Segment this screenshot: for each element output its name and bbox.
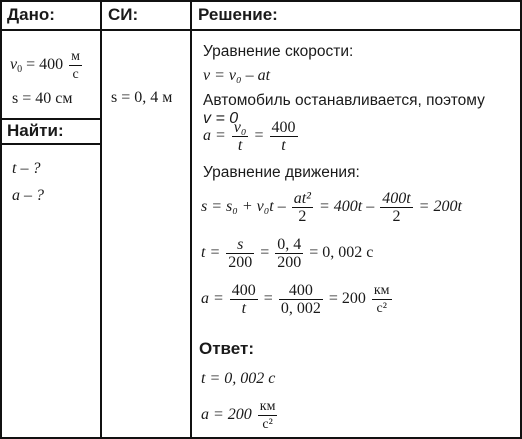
answer-a: a = 200 $\frac{км}{\text{с²}}$ <box>201 399 276 432</box>
si-s: s = 0, 4 м <box>111 89 173 106</box>
table-left-border <box>0 0 2 439</box>
given-v0: $v_0 = 400$ $\frac{м}{с}$ <box>10 49 80 82</box>
acceleration-formula: a = $\frac{\text{v₀}}{t}$ = $\frac{400}{t}$ <box>203 119 296 154</box>
solution-header: Решение: <box>198 5 278 24</box>
find-header-underline <box>0 143 101 145</box>
speed-equation-title: Уравнение скорости: <box>203 43 354 60</box>
find-header: Найти: <box>7 121 64 140</box>
divider-si-solution <box>190 0 192 439</box>
find-a: a – ? <box>12 187 44 204</box>
find-t: t – ? <box>12 160 41 177</box>
time-formula: t = $\frac{s}{200}$ = $\frac{0, 4}{200}$ = 0, 002 с <box>201 236 374 271</box>
divider-given-si <box>100 0 102 439</box>
answer-t: t = 0, 002 с <box>201 370 276 387</box>
header-underline <box>0 29 522 31</box>
table-top-border <box>0 0 522 2</box>
given-find-separator <box>0 118 101 120</box>
acceleration-value-formula: a = $\frac{400}{t}$ = $\frac{400}{0, 002}$ = 200 $\frac{км}{\text{с²}}$ <box>201 282 390 317</box>
si-header: СИ: <box>108 5 139 24</box>
answer-header: Ответ: <box>199 339 254 358</box>
motion-equation-title: Уравнение движения: <box>203 164 360 181</box>
given-s: s = 40 см <box>12 90 73 107</box>
motion-equation: s = s₀ + v₀t – $\frac{\text{at²}}{2}$ = 400t – $\frac{400t}{2}$ = 200t <box>201 190 462 225</box>
speed-equation: v = v₀ – at <box>203 67 271 84</box>
stop-condition-text: Автомобиль останавливается, поэтому v = 0 <box>203 92 485 127</box>
given-header: Дано: <box>7 5 55 24</box>
